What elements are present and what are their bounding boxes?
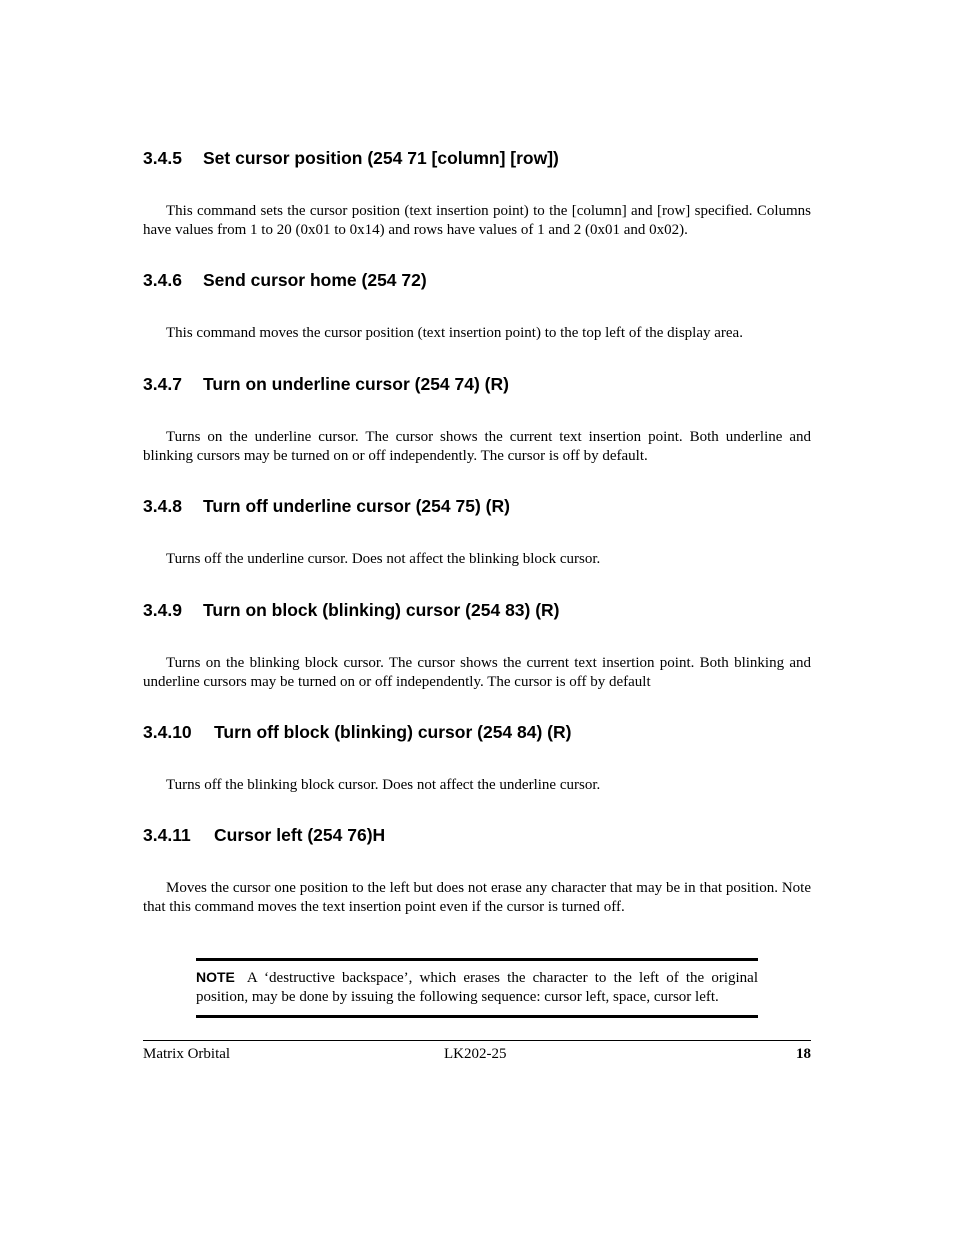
section-body: This command moves the cursor position (text insertion point) to the top left of the display area.	[166, 325, 743, 341]
footer-divider	[143, 1040, 811, 1041]
section-3-4-5	[143, 148, 811, 239]
footer-model: LK202-25	[444, 1046, 507, 1062]
section-heading	[143, 600, 811, 620]
section-title: Send cursor home (254 72)	[203, 270, 427, 290]
section-number: 3.4.5	[143, 148, 182, 168]
section-3-4-8	[143, 496, 811, 569]
section-heading	[143, 825, 811, 845]
footer-company: Matrix Orbital	[143, 1046, 231, 1062]
section-heading	[143, 374, 811, 394]
section-3-4-9	[143, 600, 811, 691]
note-box	[196, 958, 758, 1018]
section-number: 3.4.10	[143, 722, 192, 742]
section-title: Set cursor position (254 71 [column] [row])	[203, 148, 559, 168]
note-text: A ‘destructive backspace’, which erases the character to the left of the original position, may be done by issuing the following sequence: cursor left, space, cursor left.	[196, 970, 758, 1005]
document-page	[143, 0, 811, 1235]
section-body: Moves the cursor one position to the left but does not erase any character that may be in that position. Note that this command moves the text insertion point even if the cursor is turned off.	[143, 880, 811, 915]
section-number: 3.4.6	[143, 270, 182, 290]
section-body: Turns on the blinking block cursor. The cursor shows the current text insertion point. Both blinking and underline cursors may be turned on or off independently. The cursor is off by default	[143, 655, 811, 690]
section-3-4-7	[143, 374, 811, 465]
section-number: 3.4.7	[143, 374, 182, 394]
section-3-4-10	[143, 722, 811, 795]
section-title: Turn off underline cursor (254 75) (R)	[203, 496, 510, 516]
section-body: Turns off the underline cursor. Does not affect the blinking block cursor.	[166, 551, 601, 567]
section-number: 3.4.8	[143, 496, 182, 516]
section-body: This command sets the cursor position (text insertion point) to the [column] and [row] specified. Columns have values from 1 to 20 (0x01 to 0x14) and rows have values of 1 and 2 (0x01 and 0x02).	[143, 203, 811, 238]
section-number: 3.4.11	[143, 825, 191, 845]
section-number: 3.4.9	[143, 600, 182, 620]
section-title: Turn off block (blinking) cursor (254 84) (R)	[214, 722, 572, 742]
section-heading	[143, 270, 811, 290]
section-heading	[143, 148, 811, 168]
section-heading	[143, 496, 811, 516]
section-title: Turn on underline cursor (254 74) (R)	[203, 374, 509, 394]
page-number: 18	[796, 1046, 811, 1062]
section-body: Turns off the blinking block cursor. Does not affect the underline cursor.	[166, 777, 601, 793]
section-title: Turn on block (blinking) cursor (254 83) (R)	[203, 600, 560, 620]
section-3-4-11	[143, 825, 811, 916]
section-title: Cursor left (254 76)H	[214, 825, 386, 845]
section-3-4-6	[143, 270, 811, 343]
section-heading	[143, 722, 811, 742]
section-body: Turns on the underline cursor. The cursor shows the current text insertion point. Both underline and blinking cursors may be turned on or off independently. The cursor is off by default.	[143, 429, 811, 464]
note-label: NOTE	[196, 969, 235, 985]
